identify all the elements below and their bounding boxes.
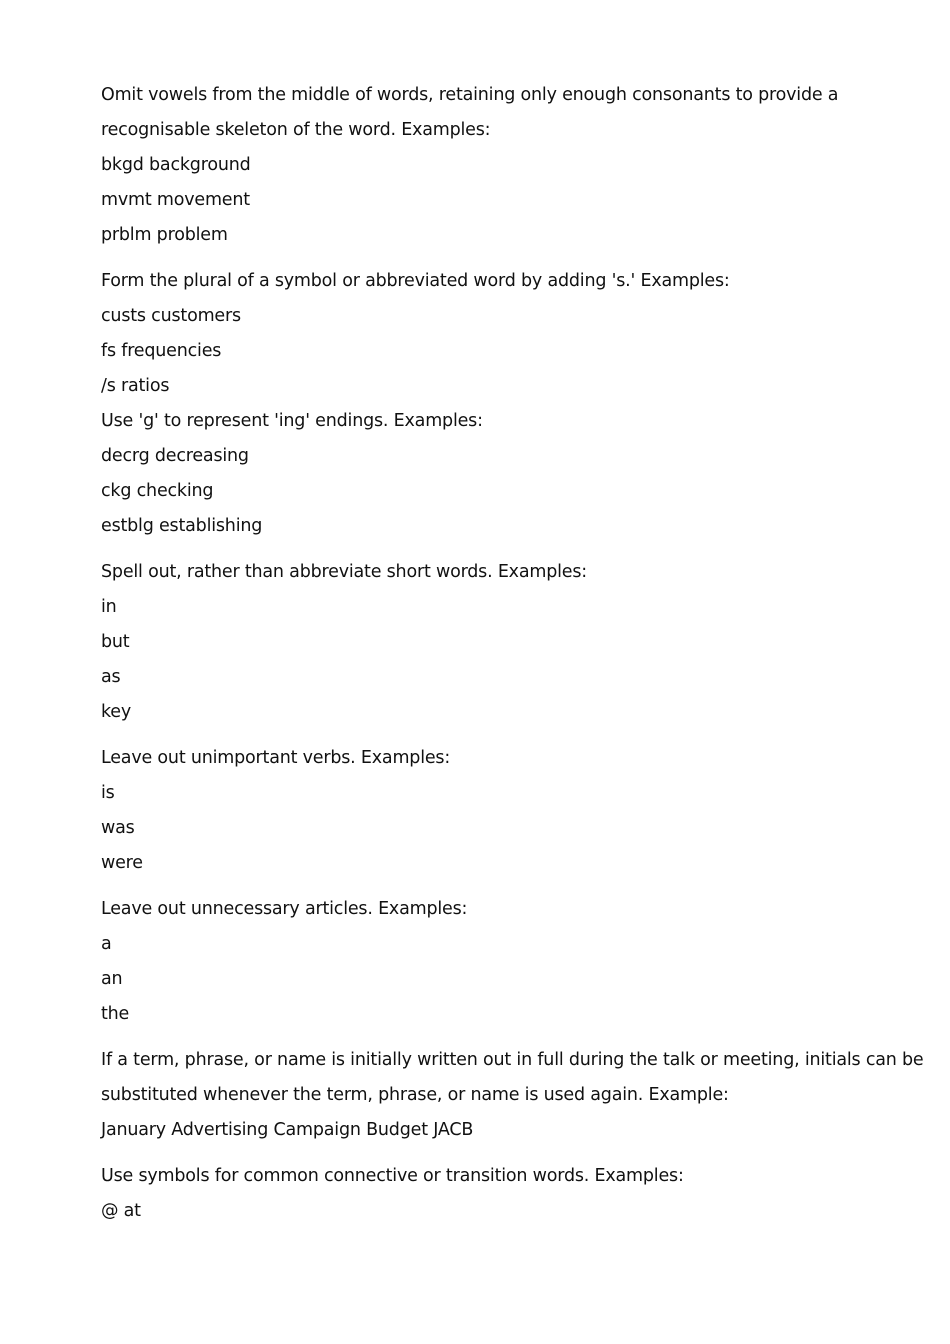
- paragraph-line: substituted whenever the term, phrase, or name is used again. Example:: [101, 1085, 729, 1105]
- example-line: prblm problem: [101, 225, 228, 245]
- example-line: bkgd background: [101, 155, 251, 175]
- paragraph-line: Leave out unnecessary articles. Examples:: [101, 899, 468, 919]
- example-line: decrg decreasing: [101, 446, 249, 466]
- example-line: the: [101, 1004, 130, 1024]
- paragraph-line: Use symbols for common connective or transition words. Examples:: [101, 1166, 684, 1186]
- section-short-words: [101, 555, 901, 730]
- example-line: key: [101, 702, 132, 722]
- example-line: as: [101, 667, 121, 687]
- example-line: /s ratios: [101, 376, 170, 396]
- section-ing-endings: [101, 404, 901, 544]
- example-line: but: [101, 632, 130, 652]
- section-omit-vowels: [101, 78, 901, 253]
- paragraph-line: Use 'g' to represent 'ing' endings. Examples:: [101, 411, 483, 431]
- example-line: an: [101, 969, 123, 989]
- section-unnecessary-articles: [101, 892, 901, 1032]
- paragraph-line: Spell out, rather than abbreviate short words. Examples:: [101, 562, 587, 582]
- example-line: in: [101, 597, 117, 617]
- example-line: mvmt movement: [101, 190, 250, 210]
- example-line: ckg checking: [101, 481, 214, 501]
- paragraph-line: Leave out unimportant verbs. Examples:: [101, 748, 451, 768]
- section-plural: [101, 264, 901, 404]
- example-line: fs frequencies: [101, 341, 222, 361]
- example-line: estblg establishing: [101, 516, 263, 536]
- section-unimportant-verbs: [101, 741, 901, 881]
- example-line: was: [101, 818, 135, 838]
- paragraph-line: If a term, phrase, or name is initially written out in full during the talk or meeting, initials can be: [101, 1050, 924, 1070]
- example-line: custs customers: [101, 306, 241, 326]
- example-line: @ at: [101, 1201, 141, 1221]
- document-page: [101, 78, 924, 1229]
- paragraph-line: recognisable skeleton of the word. Examples:: [101, 120, 491, 140]
- paragraph-line: Form the plural of a symbol or abbreviated word by adding 's.' Examples:: [101, 271, 730, 291]
- example-line: a: [101, 934, 112, 954]
- example-line: January Advertising Campaign Budget JACB: [101, 1120, 474, 1140]
- example-line: were: [101, 853, 143, 873]
- section-symbols: [101, 1159, 901, 1229]
- paragraph-line: Omit vowels from the middle of words, retaining only enough consonants to provide a: [101, 85, 839, 105]
- example-line: is: [101, 783, 115, 803]
- section-initials: [101, 1043, 924, 1148]
